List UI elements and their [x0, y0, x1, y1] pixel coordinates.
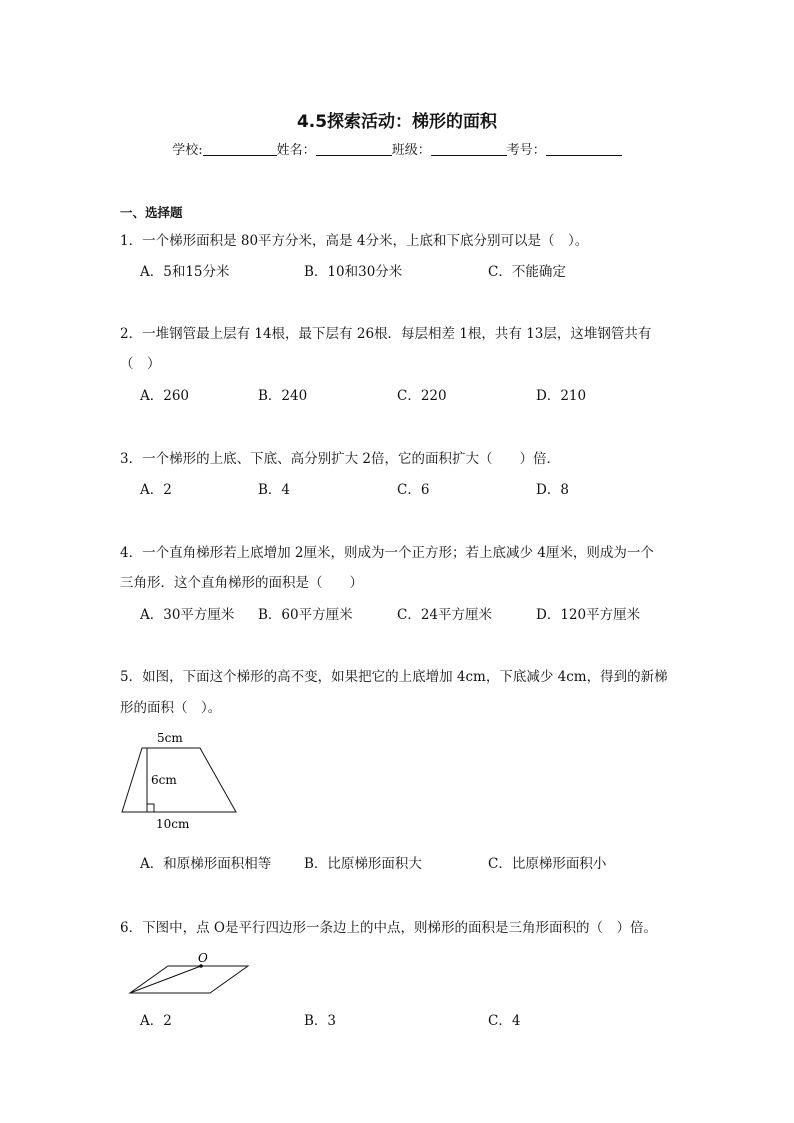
question-3-option-a[interactable]: A．2 — [140, 482, 172, 498]
trapezoid-top-label: 5cm — [157, 731, 183, 745]
question-1-option-c[interactable]: C．不能确定 — [488, 264, 566, 280]
name-blank[interactable] — [316, 142, 392, 156]
question-4-option-d[interactable]: D．120平方厘米 — [536, 607, 641, 623]
question-4-option-a[interactable]: A．30平方厘米 — [140, 607, 235, 623]
trapezoid-height-label: 6cm — [151, 773, 177, 787]
question-1-option-a[interactable]: A．5和15分米 — [140, 264, 230, 280]
question-6-option-c[interactable]: C．4 — [488, 1013, 521, 1029]
question-2-option-c[interactable]: C．220 — [397, 388, 447, 404]
question-5-option-b[interactable]: B．比原梯形面积大 — [304, 856, 422, 872]
question-4-option-b[interactable]: B．60平方厘米 — [258, 607, 353, 623]
question-4-option-c[interactable]: C．24平方厘米 — [397, 607, 493, 623]
question-2-option-a[interactable]: A．260 — [140, 388, 190, 404]
parallelogram-figure — [126, 948, 252, 996]
question-5-text-line2: 形的面积（ ）。 — [120, 700, 222, 716]
trapezoid-figure — [118, 728, 242, 836]
question-2-text-line2: （ ） — [120, 356, 161, 372]
question-4-text-line2: 三角形．这个直角梯形的面积是（ ） — [120, 575, 363, 591]
trapezoid-shape — [122, 748, 236, 812]
page-title: 4.5探索活动：梯形的面积 — [296, 112, 498, 132]
question-3-text: 3．一个梯形的上底、下底、高分别扩大 2倍，它的面积扩大（ ）倍． — [120, 451, 560, 467]
question-4-text: 4．一个直角梯形若上底增加 2厘米，则成为一个正方形；若上底减少 4厘米，则成为一个 — [120, 545, 654, 561]
id-blank[interactable] — [546, 142, 622, 156]
question-6-text: 6．下图中，点 O是平行四边形一条边上的中点，则梯形的面积是三角形面积的（ ）倍。 — [120, 920, 657, 936]
diagonal-line — [130, 966, 201, 993]
class-label: 班级： — [391, 143, 431, 158]
question-3-option-b[interactable]: B．4 — [258, 482, 291, 498]
question-6-option-a[interactable]: A．2 — [140, 1013, 172, 1029]
id-label: 考号： — [506, 143, 546, 158]
question-2-option-d[interactable]: D．210 — [536, 388, 587, 404]
question-2-text: 2．一堆钢管最上层有 14根，最下层有 26根．每层相差 1根，共有 13层，这堆钢管共有 — [120, 326, 652, 342]
question-1-text: 1．一个梯形面积是 80平方分米，高是 4分米，上底和下底分别可以是（ ）。 — [120, 233, 589, 249]
question-3-option-c[interactable]: C．6 — [397, 482, 430, 498]
question-6-option-b[interactable]: B．3 — [304, 1013, 337, 1029]
class-blank[interactable] — [431, 142, 507, 156]
question-5-option-c[interactable]: C．比原梯形面积小 — [488, 856, 607, 872]
trapezoid-bottom-label: 10cm — [156, 817, 190, 831]
school-label: 学校: — [172, 143, 203, 158]
question-1-option-b[interactable]: B．10和30分米 — [304, 264, 403, 280]
question-5-option-a[interactable]: A．和原梯形面积相等 — [140, 856, 272, 872]
question-5-text: 5．如图，下面这个梯形的高不变，如果把它的上底增加 4cm，下底减少 4cm，得到的新梯 — [120, 669, 668, 685]
school-blank[interactable] — [203, 142, 277, 156]
section-title: 一、选择题 — [120, 205, 183, 220]
point-o-label: O — [198, 951, 208, 965]
question-3-option-d[interactable]: D．8 — [536, 482, 569, 498]
student-info-line — [0, 139, 794, 158]
name-label: 姓名： — [276, 143, 316, 158]
right-angle-mark — [147, 804, 154, 812]
question-2-option-b[interactable]: B．240 — [258, 388, 308, 404]
